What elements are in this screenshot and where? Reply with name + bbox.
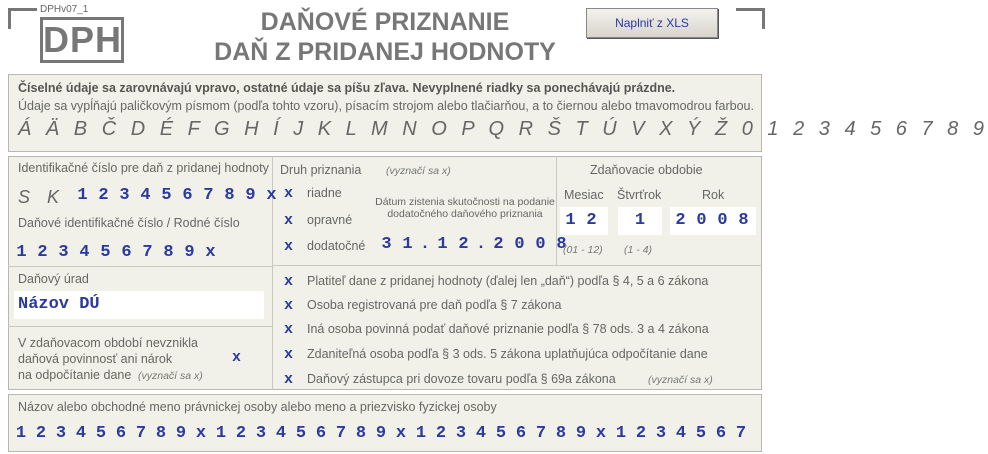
payer-taxable-label: Zdaniteľná osoba podľa § 3 ods. 5 zákona uplatňujúca odpočítanie dane [307, 347, 708, 361]
name-char: 6 [315, 424, 327, 443]
date-label: Dátum zistenia skutočnosti na podanie dodatočného daňového priznania [375, 196, 555, 220]
name-char: 4 [275, 424, 287, 443]
name-char: 3 [455, 424, 467, 443]
type-additional-label: dodatočné [307, 239, 366, 253]
type-label: Druh priznania [280, 163, 362, 177]
form-code: DPHv07_1 [40, 4, 89, 15]
instructions-line1: Číselné údaje sa zarovnávajú vpravo, ostatné údaje sa píšu zľava. Nevyplnené riadky sa ponechávajú prázdne. [18, 81, 676, 95]
type-hint: (vyznačí sa x) [386, 165, 451, 177]
payer-taxable-checkbox[interactable]: x [284, 346, 294, 363]
name-char: 1 [415, 424, 427, 443]
name-input[interactable] [11, 424, 751, 443]
dic-input[interactable]: 1 2 3 4 5 6 7 8 9 x [16, 243, 216, 262]
no-obligation-checkbox[interactable]: x [232, 349, 242, 366]
no-obligation-line3: na odpočítanie dane [18, 368, 132, 382]
ic-dph-label: Identifikačné číslo pre daň z pridanej hodnoty [18, 161, 269, 175]
name-char: 9 [575, 424, 587, 443]
period-year-input[interactable]: 2 0 0 8 [670, 207, 756, 235]
name-char: 9 [375, 424, 387, 443]
name-char: 4 [475, 424, 487, 443]
payer-representative-checkbox[interactable]: x [284, 371, 294, 388]
type-corrective-label: opravné [307, 213, 353, 227]
period-year-label: Rok [702, 188, 725, 202]
name-char: 7 [735, 424, 747, 443]
instructions-line2: Údaje sa vypĺňajú paličkovým písmom (podľa tohto vzoru), písacím strojom alebo tlačiarňou, a to čiernou alebo tmavomodrou farbou. [18, 99, 754, 113]
period-quarter-range: (1 - 4) [624, 244, 653, 256]
period-label: Zdaňovacie obdobie [590, 163, 703, 177]
office-label: Daňový úrad [18, 272, 89, 286]
payer-registered-checkbox[interactable]: x [284, 297, 294, 314]
name-char: x [595, 424, 607, 443]
name-char: 5 [95, 424, 107, 443]
name-char: 5 [295, 424, 307, 443]
payer-other-label: Iná osoba povinná podať daňové priznanie podľa § 78 ods. 3 a 4 zákona [307, 322, 709, 336]
dic-label: Daňové identifikačné číslo / Rodné číslo [18, 216, 240, 230]
dph-logo: DPH [40, 17, 124, 63]
payer-vat-checkbox[interactable]: x [284, 273, 294, 290]
type-additional-checkbox[interactable]: x [284, 238, 294, 255]
name-char: 8 [555, 424, 567, 443]
divider-left-noobligation [8, 326, 272, 327]
name-char: 3 [655, 424, 667, 443]
no-obligation-line2: daňová povinnosť ani nárok [18, 352, 173, 366]
ic-dph-prefix: S K [18, 187, 66, 207]
name-char: x [195, 424, 207, 443]
name-char: 1 [15, 424, 27, 443]
name-char: 1 [615, 424, 627, 443]
name-char: 8 [155, 424, 167, 443]
page-title-line1: DAŇOVÉ PRIZNANIE [260, 8, 510, 36]
office-input[interactable]: Názov DÚ [14, 291, 264, 319]
divider-left-office [8, 266, 272, 267]
name-char: 7 [135, 424, 147, 443]
fill-from-xls-button[interactable]: Naplniť z XLS [586, 8, 718, 38]
page-title-line2: DAŇ Z PRIDANEJ HODNOTY [214, 38, 556, 66]
name-char: 7 [335, 424, 347, 443]
name-char: 2 [35, 424, 47, 443]
no-obligation-hint: (vyznačí sa x) [138, 370, 203, 382]
period-quarter-input[interactable]: 1 [618, 207, 662, 235]
name-char: x [395, 424, 407, 443]
name-char: 2 [635, 424, 647, 443]
type-regular-label: riadne [307, 186, 342, 200]
payer-other-checkbox[interactable]: x [284, 321, 294, 338]
name-char: 6 [515, 424, 527, 443]
name-char: 6 [715, 424, 727, 443]
name-char: 3 [255, 424, 267, 443]
divider-right-payer [272, 265, 762, 266]
name-char: 1 [215, 424, 227, 443]
name-char: 2 [235, 424, 247, 443]
name-label: Názov alebo obchodné meno právnickej osoby alebo meno a priezvisko fyzickej osoby [18, 400, 497, 414]
type-corrective-checkbox[interactable]: x [284, 212, 294, 229]
name-char: 4 [675, 424, 687, 443]
payer-vat-label: Platiteľ dane z pridanej hodnoty (ďalej len „daň“) podľa § 4, 5 a 6 zákona [307, 274, 709, 288]
period-quarter-label: Štvrťrok [617, 188, 662, 202]
name-char: 6 [115, 424, 127, 443]
date-input[interactable]: 3 1 . 1 2 . 2 0 0 8 [381, 235, 567, 254]
name-char: 3 [55, 424, 67, 443]
name-char: 5 [495, 424, 507, 443]
no-obligation-line1: V zdaňovacom období nevznikla [18, 336, 198, 350]
name-char: 4 [75, 424, 87, 443]
name-char: 8 [355, 424, 367, 443]
period-month-range: (01 - 12) [563, 244, 603, 256]
payer-hint: (vyznačí sa x) [648, 374, 713, 386]
name-char: 9 [175, 424, 187, 443]
payer-representative-label: Daňový zástupca pri dovoze tovaru podľa § 69a zákona [307, 372, 616, 386]
payer-registered-label: Osoba registrovaná pre daň podľa § 7 zákona [307, 298, 562, 312]
name-char: 5 [695, 424, 707, 443]
name-char: 7 [535, 424, 547, 443]
name-char: 2 [435, 424, 447, 443]
sample-alphabet: Á Ä B Č D É F G H Í J K L M N O P Q R Š T Ú V X Ý Ž 0 1 2 3 4 5 6 7 8 9 [18, 118, 988, 140]
type-regular-checkbox[interactable]: x [284, 185, 294, 202]
ic-dph-input[interactable]: 1 2 3 4 5 6 7 8 9 x [77, 186, 277, 205]
period-month-input[interactable]: 1 2 [560, 207, 608, 235]
period-month-label: Mesiac [564, 188, 604, 202]
